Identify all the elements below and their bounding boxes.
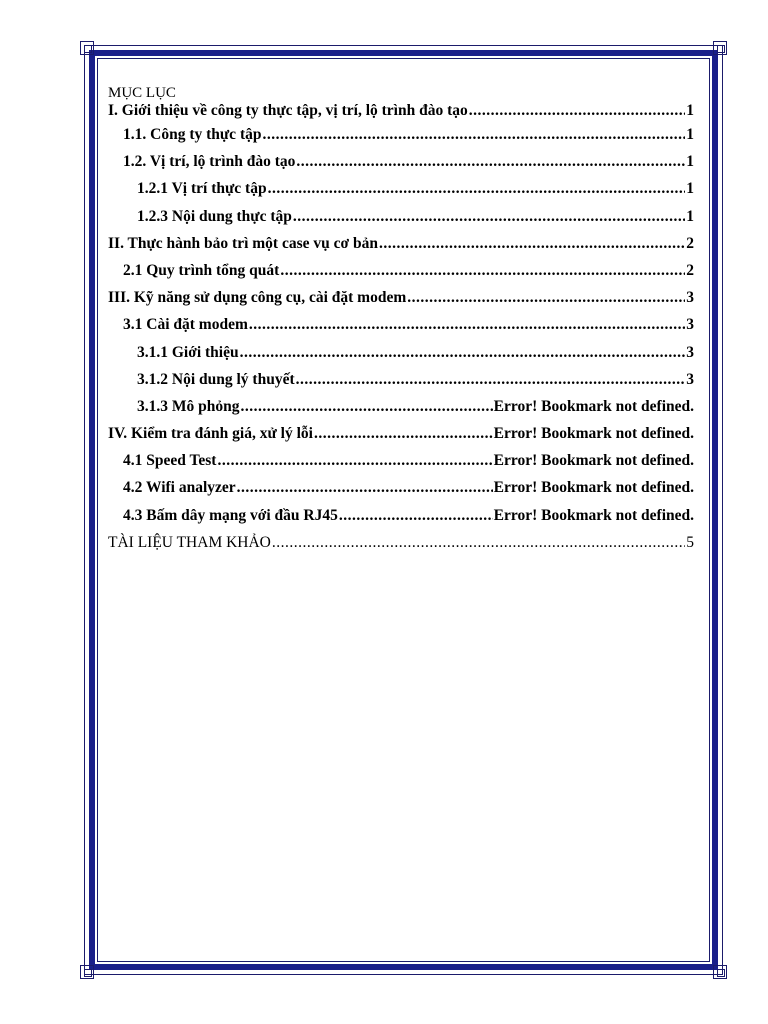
corner-ornament-bottom-left [80,965,94,979]
corner-ornament-bottom-right [713,965,727,979]
toc-entry[interactable]: 3.1.1 Giới thiệu ..... 3 [108,344,694,371]
toc-entry[interactable]: 1.2.3 Nội dung thực tập ..... 1 [108,208,694,235]
toc-entry[interactable]: 4.1 Speed Test ..... Error! Bookmark not defined. [108,452,694,479]
toc-entry[interactable]: II. Thực hành bảo trì một case vụ cơ bản ..... 2 [108,235,694,262]
toc-entry[interactable]: 3.1.2 Nội dung lý thuyết ..... 3 [108,371,694,398]
toc-entry[interactable]: TÀI LIỆU THAM KHẢO ..... 5 [108,534,694,561]
toc-entry[interactable]: 1.2.1 Vị trí thực tập ..... 1 [108,180,694,207]
toc-entry[interactable]: 4.2 Wifi analyzer ..... Error! Bookmark not defined. [108,479,694,506]
toc-entry[interactable]: 3.1.3 Mô phỏng ..... Error! Bookmark not defined. [108,398,694,425]
toc-entry[interactable]: 1.1. Công ty thực tập ..... 1 [108,126,694,153]
toc-entry[interactable]: 4.3 Bấm dây mạng với đầu RJ45 ..... Error! Bookmark not defined. [108,507,694,534]
toc-entry[interactable]: IV. Kiểm tra đánh giá, xử lý lỗi ..... Error! Bookmark not defined. [108,425,694,452]
corner-ornament-top-right [713,41,727,55]
toc-title: MỤC LỤC [108,85,176,101]
toc-entry[interactable]: 1.2. Vị trí, lộ trình đào tạo ..... 1 [108,153,694,180]
corner-ornament-top-left [80,41,94,55]
table-of-contents [108,84,694,561]
toc-entry[interactable]: 3.1 Cài đặt modem ..... 3 [108,316,694,343]
toc-entry[interactable]: III. Kỹ năng sử dụng công cụ, cài đặt modem ..... 3 [108,289,694,316]
toc-entry[interactable]: 2.1 Quy trình tổng quát ..... 2 [108,262,694,289]
toc-entry[interactable]: I. Giới thiệu về công ty thực tập, vị trí, lộ trình đào tạo ..... 1 [108,102,694,126]
